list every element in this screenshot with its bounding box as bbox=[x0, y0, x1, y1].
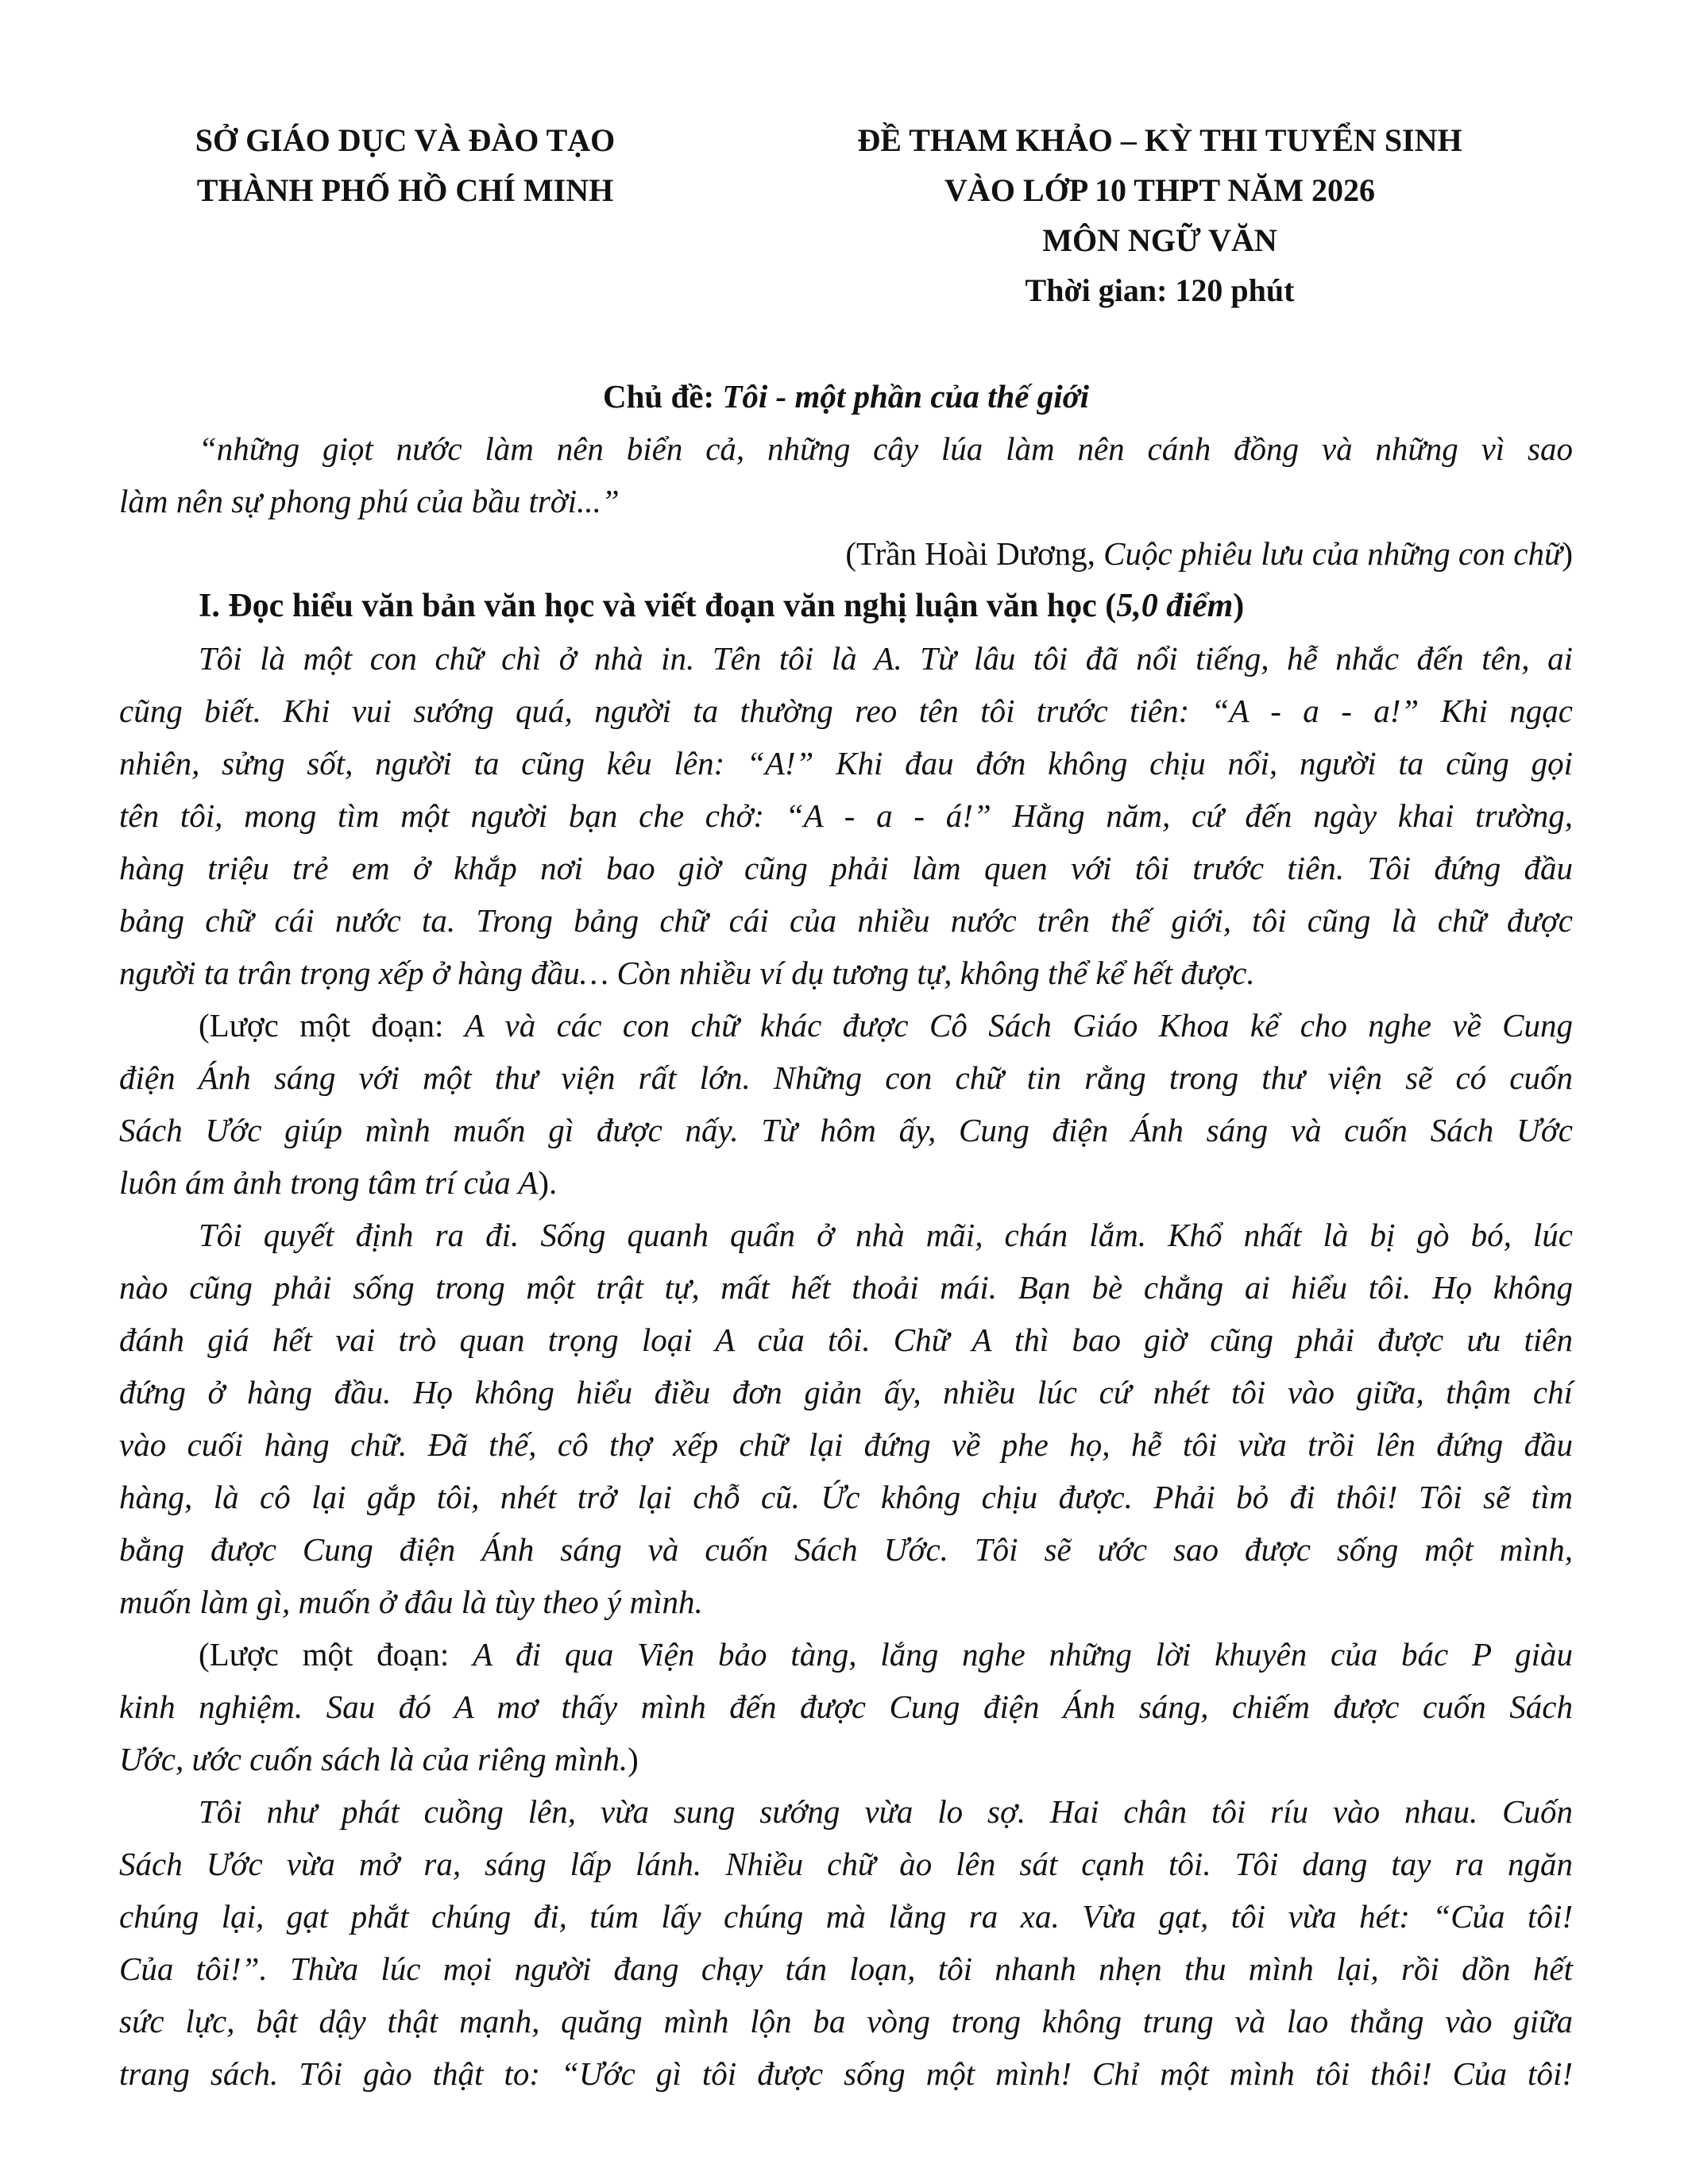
para1-line: hàng triệu trẻ em ở khắp nơi bao giờ cũng phải làm quen với tôi trước tiên. Tôi đứng đầu bbox=[119, 850, 1573, 886]
para3-line: Tôi như phát cuồng lên, vừa sung sướng vừa lo sợ. Hai chân tôi ríu vào nhau. Cuốn bbox=[199, 1793, 1573, 1830]
para2-line: muốn làm gì, muốn ở đâu là tùy theo ý mình. bbox=[119, 1584, 703, 1620]
para2-line: đánh giá hết vai trò quan trọng loại A của tôi. Chữ A thì bao giờ cũng phải được ưu tiên bbox=[119, 1322, 1573, 1358]
exam-subject: MÔN NGỮ VĂN bbox=[1042, 222, 1277, 258]
omit1-line: điện Ánh sáng với một thư viện rất lớn. Những con chữ tin rằng trong thư viện sẽ có cuốn bbox=[119, 1059, 1573, 1096]
para2-line: nào cũng phải sống trong một trật tự, mất hết thoải mái. Bạn bè chẳng ai hiểu tôi. Họ không bbox=[119, 1269, 1573, 1306]
omit1-prefix: (Lược một đoạn: bbox=[199, 1007, 465, 1044]
omit1-last-text: luôn ám ảnh trong tâm trí của A bbox=[119, 1164, 539, 1201]
para3-line: trang sách. Tôi gào thật to: “Ước gì tôi được sống một mình! Chỉ một mình tôi thôi! Của tôi! bbox=[119, 2055, 1573, 2092]
epigraph-source bbox=[119, 527, 1573, 580]
para2-line: bằng được Cung điện Ánh sáng và cuốn Sách Ước. Tôi sẽ ước sao được sống một mình, bbox=[119, 1531, 1573, 1568]
topic-title: Tôi - một phần của thế giới bbox=[722, 378, 1090, 415]
omit1-line-last bbox=[119, 1156, 1573, 1209]
para3-line: Của tôi!”. Thừa lúc mọi người đang chạy tán loạn, tôi nhanh nhẹn thu mình lại, rồi dồn hết bbox=[119, 1951, 1573, 1987]
section-1-points: 5,0 điểm bbox=[1116, 588, 1234, 624]
omit2-prefix: (Lược một đoạn: bbox=[199, 1636, 473, 1673]
omit2-line-first bbox=[119, 1628, 1573, 1680]
para1-line: tên tôi, mong tìm một người bạn che chở: “A - a - á!” Hằng năm, cứ đến ngày khai trường, bbox=[119, 797, 1573, 834]
exam-title-line-1: ĐỀ THAM KHẢO – KỲ THI TUYỂN SINH bbox=[857, 122, 1462, 158]
para1-line: nhiên, sửng sốt, người ta cũng kêu lên: “A!” Khi đau đớn không chịu nổi, người ta cũng gọi bbox=[119, 745, 1573, 781]
para3-line: sức lực, bật dậy thật mạnh, quăng mình lộn ba vòng trong không trung và lao thẳng vào giữa bbox=[119, 2003, 1573, 2039]
omit1-line: Sách Ước giúp mình muốn gì được nấy. Từ hôm ấy, Cung điện Ánh sáng và cuốn Sách Ước bbox=[119, 1112, 1573, 1148]
para1-line: cũng biết. Khi vui sướng quá, người ta thường reo tên tôi trước tiên: “A - a - a!” Khi ngạc bbox=[119, 693, 1573, 729]
para2-line: hàng, là cô lại gắp tôi, nhét trở lại chỗ cũ. Ức không chịu được. Phải bỏ đi thôi! Tôi sẽ tìm bbox=[119, 1479, 1573, 1515]
omit1-line-first bbox=[119, 999, 1573, 1051]
issuer-line-2: THÀNH PHỐ HỒ CHÍ MINH bbox=[196, 172, 614, 208]
section-1-title: I. Đọc hiểu văn bản văn học và viết đoạn văn nghị luận văn học ( bbox=[199, 588, 1117, 624]
para1-line: Tôi là một con chữ chì ở nhà in. Tên tôi là A. Từ lâu tôi đã nổi tiếng, hễ nhắc đến tên, ai bbox=[199, 640, 1573, 677]
issuer-line-1: SỞ GIÁO DỤC VÀ ĐÀO TẠO bbox=[195, 122, 616, 158]
exam-duration: Thời gian: 120 phút bbox=[1025, 272, 1295, 308]
omit2-last-text: Ước, ước cuốn sách là của riêng mình. bbox=[119, 1741, 628, 1777]
epigraph-line-1: “những giọt nước làm nên biển cả, những cây lúa làm nên cánh đồng và những vì sao bbox=[199, 430, 1573, 467]
para1-line: bảng chữ cái nước ta. Trong bảng chữ cái của nhiều nước trên thế giới, tôi cũng là chữ được bbox=[119, 902, 1573, 939]
source-title: Cuộc phiêu lưu của những con chữ bbox=[1103, 535, 1562, 572]
source-suffix: ) bbox=[1562, 535, 1573, 572]
omit1-suffix: ). bbox=[538, 1164, 558, 1201]
para3-line: chúng lại, gạt phắt chúng đi, túm lấy chúng mà lẳng ra xa. Vừa gạt, tôi vừa hét: “Của tôi! bbox=[119, 1898, 1573, 1935]
epigraph-line-2: làm nên sự phong phú của bầu trời...” bbox=[119, 483, 620, 519]
para2-line: đứng ở hàng đầu. Họ không hiểu điều đơn giản ấy, nhiều lúc cứ nhét tôi vào giữa, thậm chí bbox=[119, 1374, 1573, 1410]
omit2-line: kinh nghiệm. Sau đó A mơ thấy mình đến được Cung điện Ánh sáng, chiếm được cuốn Sách bbox=[119, 1688, 1573, 1725]
omit2-line-last bbox=[119, 1733, 1573, 1785]
section-1-suffix: ) bbox=[1233, 588, 1245, 624]
omit1-text: A và các con chữ khác được Cô Sách Giáo Khoa kể cho nghe về Cung bbox=[464, 1007, 1573, 1044]
para2-line: vào cuối hàng chữ. Đã thế, cô thợ xếp chữ lại đứng về phe họ, hễ tôi vừa trồi lên đứng đầu bbox=[119, 1426, 1573, 1463]
para2-line: Tôi quyết định ra đi. Sống quanh quẩn ở nhà mãi, chán lắm. Khổ nhất là bị gò bó, lúc bbox=[199, 1217, 1573, 1253]
topic-label: Chủ đề: bbox=[602, 378, 723, 415]
exam-title-block bbox=[739, 115, 1581, 315]
para3-line: Sách Ước vừa mở ra, sáng lấp lánh. Nhiều chữ ào lên sát cạnh tôi. Tôi dang tay ra ngăn bbox=[119, 1846, 1573, 1882]
omit2-suffix: ) bbox=[628, 1741, 639, 1777]
topic-line bbox=[119, 370, 1573, 423]
source-prefix: (Trần Hoài Dương, bbox=[845, 535, 1104, 572]
exam-title-line-2: VÀO LỚP 10 THPT NĂM 2026 bbox=[944, 172, 1375, 208]
section-1-heading bbox=[119, 580, 1573, 632]
para1-line: người ta trân trọng xếp ở hàng đầu… Còn nhiều ví dụ tương tự, không thể kể hết được. bbox=[119, 955, 1255, 991]
omit2-text: A đi qua Viện bảo tàng, lắng nghe những lời khuyên của bác P giàu bbox=[473, 1636, 1573, 1673]
exam-body bbox=[119, 370, 1573, 2100]
issuer-block bbox=[119, 115, 691, 215]
